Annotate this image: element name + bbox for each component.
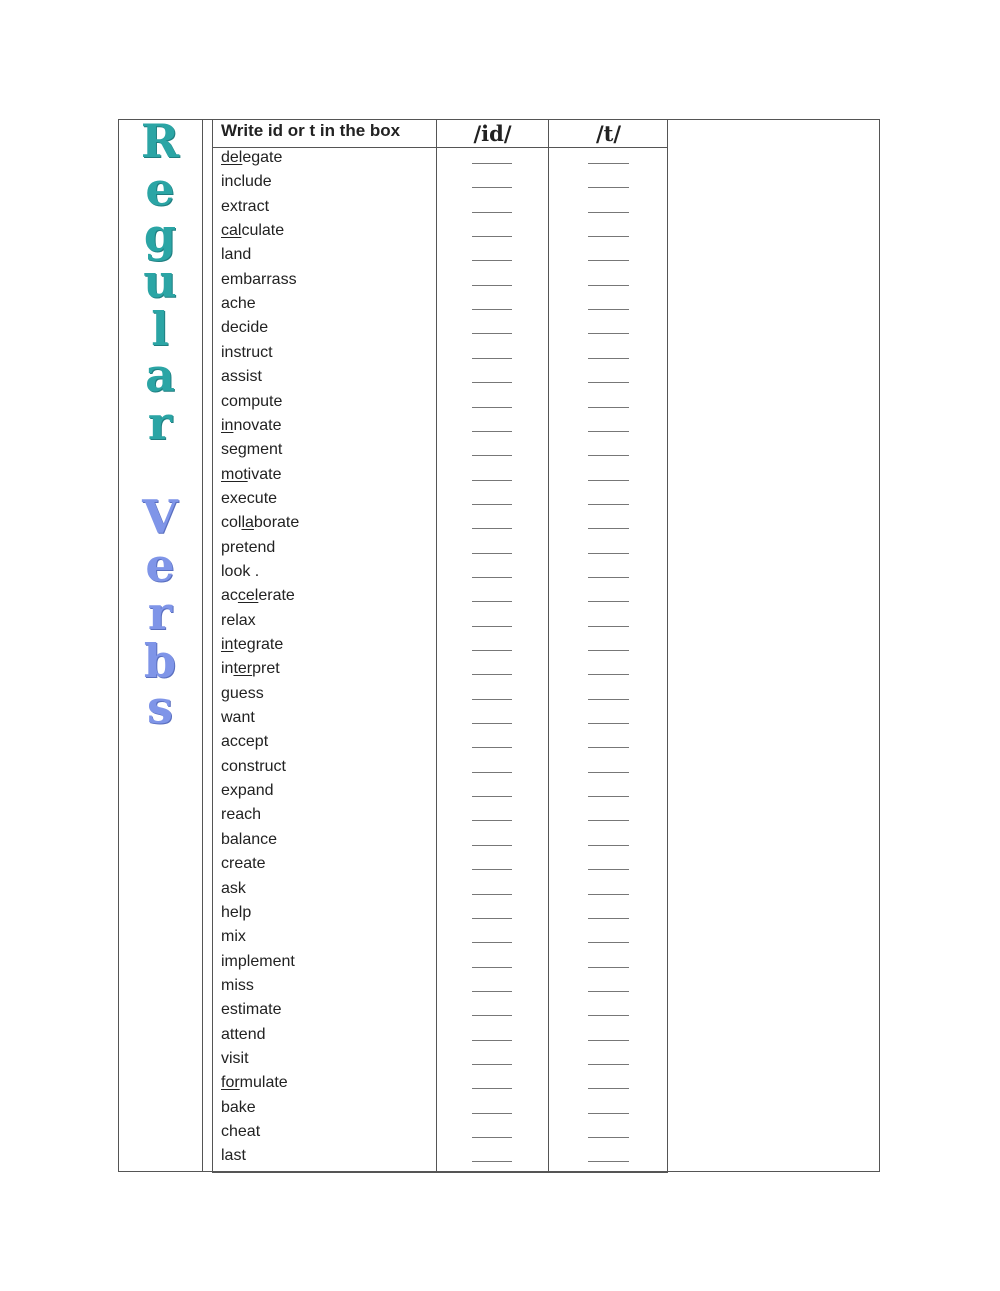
t-answer-blank[interactable] [588,772,629,773]
id-answer-blank[interactable] [472,894,512,895]
t-answer-blank[interactable] [588,212,629,213]
verb-word [221,903,251,923]
verb-text: compute [221,392,283,410]
title-letter: r [147,396,173,450]
t-answer-blank[interactable] [588,1040,629,1041]
t-answer-blank[interactable] [588,918,629,919]
stressed-syllable: ter [233,660,253,678]
title-letter: R [140,114,180,168]
title-letter: g [143,208,177,262]
verb-text: bake [221,1098,256,1116]
t-answer-blank[interactable] [588,236,629,237]
verb-text: col [221,514,242,532]
verb-word [221,732,268,752]
verb-text: pretend [221,538,276,556]
table-row [213,294,668,318]
verb-word [221,197,269,217]
verb-word [221,976,254,996]
table-row [213,659,668,683]
t-answer-blank[interactable] [588,187,629,188]
t-answer-blank[interactable] [588,1064,629,1065]
id-answer-blank[interactable] [472,601,512,602]
stressed-syllable: del [221,149,243,166]
id-answer-blank[interactable] [472,382,512,383]
title-letter: e [145,162,175,216]
stressed-syllable: mot [221,465,248,483]
t-answer-blank[interactable] [588,333,629,334]
t-answer-blank[interactable] [588,504,629,505]
verb-word [221,708,255,728]
verb-word [221,392,282,412]
table-row [213,1146,668,1170]
t-answer-blank[interactable] [588,455,629,456]
verb-text: erate [258,587,295,605]
id-answer-blank[interactable] [472,1137,512,1138]
verb-text: accept [221,733,269,751]
verb-word [221,1122,260,1142]
verb-text: in [221,660,234,678]
verb-text: ask [221,879,246,897]
table-row [213,392,668,416]
verb-text: look . [221,562,260,580]
table-row [213,1049,668,1073]
t-answer-blank[interactable] [588,480,629,481]
word-column-header: Write id or t in the box [221,121,401,140]
id-answer-blank[interactable] [472,845,512,846]
t-answer-blank[interactable] [588,577,629,578]
table-row [213,976,668,1000]
verb-text: want [221,709,255,727]
t-answer-blank[interactable] [588,358,629,359]
id-answer-blank[interactable] [472,869,512,870]
title-letter: s [147,680,173,734]
t-answer-blank[interactable] [588,382,629,383]
table-row [213,1000,668,1024]
verb-text: construct [221,757,286,775]
verb-text: reach [221,806,262,824]
id-answer-blank[interactable] [472,431,512,432]
table-row [213,197,668,221]
t-answer-blank[interactable] [588,407,629,408]
table-row [213,562,668,586]
verb-text: borate [253,514,300,532]
table-row [213,318,668,342]
table-row [213,830,668,854]
id-answer-blank[interactable] [472,577,512,578]
t-column-header: /t/ [595,121,622,146]
verb-text: guess [221,684,264,702]
table-row [213,805,668,829]
id-answer-blank[interactable] [472,967,512,968]
id-answer-blank[interactable] [472,796,512,797]
id-answer-blank[interactable] [472,942,512,943]
verb-text: segment [221,441,283,459]
verb-word [221,1146,246,1166]
verb-word [221,367,262,387]
id-answer-blank[interactable] [472,1113,512,1114]
verb-word [221,513,299,533]
verb-word [221,805,261,825]
title-letter: u [143,254,177,308]
title-letter: a [145,348,175,402]
table-row [213,952,668,976]
table-row [213,879,668,903]
verb-word [221,270,297,290]
id-answer-blank[interactable] [472,650,512,651]
id-answer-blank[interactable] [472,528,512,529]
verb-word [221,538,275,558]
verb-text: novate [233,416,282,434]
verb-text: ac [221,587,238,605]
id-answer-blank[interactable] [472,333,512,334]
t-answer-blank[interactable] [588,1137,629,1138]
table-row [213,586,668,610]
verb-word [221,854,265,874]
id-answer-blank[interactable] [472,1064,512,1065]
side-divider [202,119,203,1172]
verb-word [221,1049,249,1069]
table-row [213,1098,668,1122]
table-bottom-border [212,1171,668,1173]
t-answer-blank[interactable] [588,528,629,529]
id-answer-blank[interactable] [472,163,512,164]
t-answer-blank[interactable] [588,1015,629,1016]
table-row [213,270,668,294]
stressed-syllable: in [221,416,234,434]
id-answer-blank[interactable] [472,772,512,773]
verb-text: ivate [247,465,282,483]
table-row [213,440,668,464]
verb-word [221,294,256,314]
t-answer-blank[interactable] [588,699,629,700]
verb-text: create [221,855,266,873]
verb-word [221,611,256,631]
stressed-syllable: for [221,1074,240,1092]
id-answer-blank[interactable] [472,699,512,700]
id-answer-blank[interactable] [472,212,512,213]
verb-text: extract [221,197,270,215]
table-row [213,538,668,562]
t-answer-blank[interactable] [588,796,629,797]
table-row [213,343,668,367]
verb-text: assist [221,368,262,386]
verb-text: embarrass [221,270,297,288]
id-answer-blank[interactable] [472,480,512,481]
verb-word [221,221,284,241]
table-row [213,221,668,245]
table-row [213,1122,668,1146]
verb-text: culate [241,222,285,240]
verb-text: implement [221,952,295,970]
table-row [213,1073,668,1097]
t-answer-blank[interactable] [588,309,629,310]
regular-verbs-title [120,114,200,738]
verb-text: decide [221,319,269,337]
t-answer-blank[interactable] [588,285,629,286]
id-answer-blank[interactable] [472,504,512,505]
stressed-syllable: cel [237,587,259,605]
verb-word [221,781,274,801]
id-answer-blank[interactable] [472,187,512,188]
verb-text: execute [221,489,278,507]
t-answer-blank[interactable] [588,942,629,943]
id-answer-blank[interactable] [472,820,512,821]
id-answer-blank[interactable] [472,1040,512,1041]
verb-word [221,757,286,777]
table-row [213,245,668,269]
verb-text: miss [221,976,254,994]
table-row [213,903,668,927]
verb-text: instruct [221,343,273,361]
verb-word [221,318,268,338]
table-row [213,367,668,391]
t-answer-blank[interactable] [588,894,629,895]
verb-text: tegrate [233,636,284,653]
t-answer-blank[interactable] [588,1161,629,1162]
verb-text: include [221,173,272,191]
verb-text: estimate [221,1001,282,1019]
title-letter: l [151,302,169,356]
t-answer-blank[interactable] [588,431,629,432]
verb-text: last [221,1147,246,1165]
t-answer-blank[interactable] [588,260,629,261]
verb-text: pret [252,660,280,678]
verb-word [221,172,272,192]
id-answer-blank[interactable] [472,1161,512,1162]
t-answer-blank[interactable] [588,747,629,748]
verb-text: relax [221,611,256,629]
verb-word [221,1000,281,1020]
id-answer-blank[interactable] [472,747,512,748]
table-row [213,172,668,196]
t-answer-blank[interactable] [588,626,629,627]
id-answer-blank[interactable] [472,455,512,456]
id-column-header: /id/ [473,121,512,146]
verb-word [221,148,282,168]
verb-word [221,416,282,436]
verb-word [221,952,295,972]
id-answer-blank[interactable] [472,236,512,237]
verb-text: attend [221,1025,266,1043]
verb-text: egate [242,149,283,166]
t-answer-blank[interactable] [588,723,629,724]
table-row [213,148,668,172]
table-row [213,513,668,537]
t-answer-blank[interactable] [588,163,629,164]
t-answer-blank[interactable] [588,650,629,651]
verb-word [221,1025,265,1045]
t-answer-blank[interactable] [588,1113,629,1114]
t-answer-blank[interactable] [588,869,629,870]
id-answer-blank[interactable] [472,626,512,627]
stressed-syllable: la [241,514,254,532]
title-letter: V [142,490,178,544]
verb-text: help [221,903,252,921]
stressed-syllable: in [221,636,234,653]
table-row [213,757,668,781]
id-answer-blank[interactable] [472,1015,512,1016]
id-answer-blank[interactable] [472,674,512,675]
verb-word [221,1073,288,1093]
verb-text: cheat [221,1123,261,1140]
verb-word [221,245,251,265]
verb-word [221,489,277,509]
table-row [213,781,668,805]
id-answer-blank[interactable] [472,260,512,261]
verb-text: mix [221,928,246,946]
t-answer-blank[interactable] [588,601,629,602]
table-row [213,416,668,440]
id-answer-blank[interactable] [472,723,512,724]
id-answer-blank[interactable] [472,553,512,554]
verb-text: ache [221,295,256,313]
table-row [213,635,668,659]
verb-word [221,586,295,606]
table-row [213,465,668,489]
id-answer-blank[interactable] [472,285,512,286]
verb-text: balance [221,830,278,848]
table-row [213,854,668,878]
title-letter: b [143,634,177,688]
t-answer-blank[interactable] [588,553,629,554]
table-row [213,708,668,732]
table-row [213,1025,668,1049]
verb-word [221,1098,256,1118]
verb-word [221,927,246,947]
verb-text: expand [221,782,274,800]
verb-word [221,440,282,460]
verb-text: mulate [239,1074,288,1092]
verb-word [221,879,246,899]
verb-text: visit [221,1049,249,1067]
table-row [213,684,668,708]
t-answer-blank[interactable] [588,820,629,821]
table-row [213,611,668,635]
id-answer-blank[interactable] [472,407,512,408]
verb-word [221,343,273,363]
t-answer-blank[interactable] [588,845,629,846]
table-row [213,489,668,513]
id-answer-blank[interactable] [472,309,512,310]
verb-word [221,465,281,485]
t-answer-blank[interactable] [588,991,629,992]
verb-text: land [221,246,252,264]
t-answer-blank[interactable] [588,967,629,968]
id-answer-blank[interactable] [472,918,512,919]
table-row [213,732,668,756]
t-answer-blank[interactable] [588,1088,629,1089]
id-answer-blank[interactable] [472,358,512,359]
id-answer-blank[interactable] [472,1088,512,1089]
title-letter: r [147,586,173,640]
id-answer-blank[interactable] [472,991,512,992]
verb-word [221,830,277,850]
title-letter: e [145,538,175,592]
verb-word [221,635,283,655]
table-row [213,927,668,951]
t-answer-blank[interactable] [588,674,629,675]
stressed-syllable: cal [221,222,242,240]
verb-word [221,659,280,679]
verb-word [221,684,264,704]
verb-word [221,562,259,582]
